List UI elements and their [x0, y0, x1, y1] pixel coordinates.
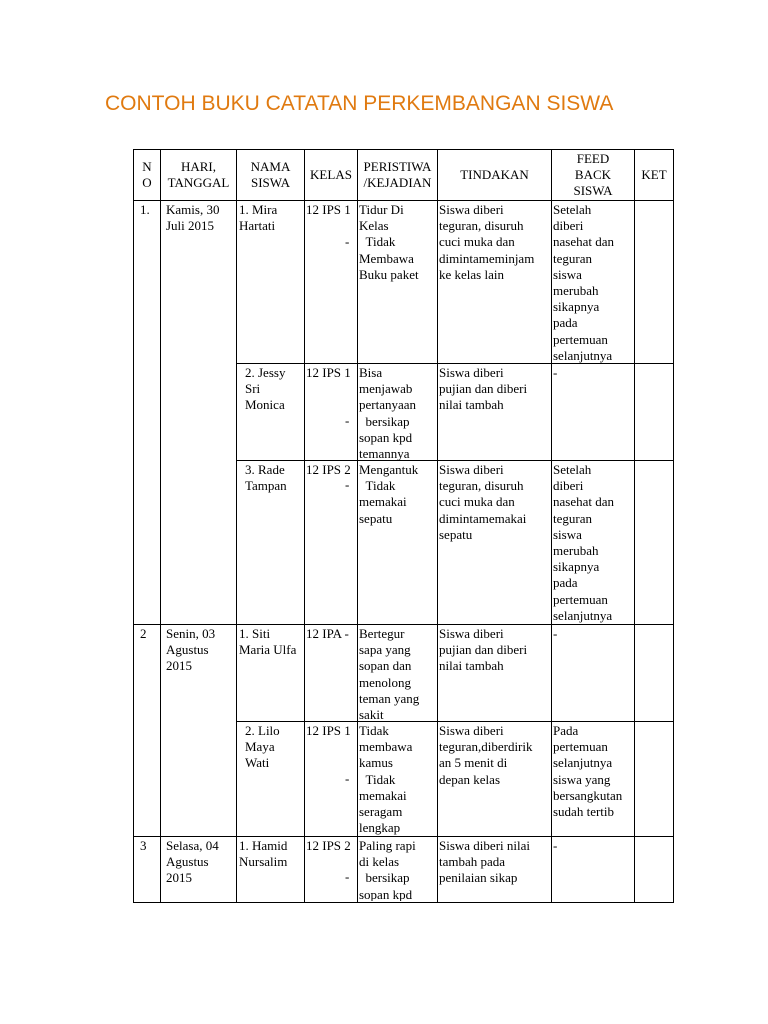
row-no: 3: [140, 838, 147, 853]
row-tindakan: Siswa diberi teguran, disuruh cuci muka dan dimintameminjam ke kelas lain: [439, 202, 535, 282]
row-feedback: -: [553, 365, 558, 380]
row-feedback: -: [553, 626, 558, 641]
row-feedback: Setelah diberi nasehat dan teguran siswa merubah sikapnya pada pertemuan selanjutnya: [553, 202, 615, 363]
row-nama: 2. Jessy Sri Monica: [245, 365, 286, 413]
row-kelas: 12 IPS 2: [306, 838, 351, 853]
row-peristiwa: Paling rapi di kelas bersikap sopan kpd: [359, 838, 416, 901]
row-nama: 2. Lilo Maya Wati: [245, 723, 280, 771]
row-feedback: Pada pertemuan selanjutnya siswa yang bersangkutan sudah tertib: [553, 723, 623, 820]
row-kelas: 12 IPS 2: [306, 462, 351, 477]
row-hari-tanggal: Kamis, 30 Juli 2015: [166, 202, 220, 234]
page-title: CONTOH BUKU CATATAN PERKEMBANGAN SISWA: [105, 92, 614, 115]
row-feedback: -: [553, 838, 558, 853]
row-hari-tanggal: Senin, 03 Agustus 2015: [166, 626, 216, 674]
header-feedback: FEED BACK SISWA: [573, 150, 613, 199]
row-kelas: 12 IPS 1: [306, 365, 351, 380]
row-peristiwa: Tidak membawa kamus Tidak memakai seragam lengkap: [359, 723, 413, 836]
header-no: N O: [142, 158, 152, 190]
row-kelas: 12 IPA -: [306, 626, 349, 641]
row-tindakan: Siswa diberi teguran, disuruh cuci muka dan dimintamemakai sepatu: [439, 462, 527, 542]
header-kelas: KELAS: [310, 166, 352, 182]
row-peristiwa: Tidur Di Kelas Tidak Membawa Buku paket: [359, 202, 419, 282]
row-tindakan: Siswa diberi teguran,diberdirik an 5 menit di depan kelas: [439, 723, 533, 787]
row-tindakan: Siswa diberi pujian dan diberi nilai tambah: [439, 365, 528, 413]
header-tindakan: TINDAKAN: [460, 166, 529, 182]
row-kelas: 12 IPS 1: [306, 202, 351, 217]
header-hari-tanggal: HARI, TANGGAL: [167, 158, 230, 190]
row-nama: 3. Rade Tampan: [245, 462, 287, 494]
row-nama: 1. Mira Hartati: [239, 202, 278, 234]
header-nama-siswa: NAMA SISWA: [250, 158, 291, 190]
row-peristiwa: Mengantuk Tidak memakai sepatu: [359, 462, 419, 526]
row-tindakan: Siswa diberi pujian dan diberi nilai tambah: [439, 626, 528, 674]
header-peristiwa: PERISTIWA /KEJADIAN: [363, 158, 432, 190]
header-ket: KET: [641, 166, 667, 182]
row-nama: 1. Siti Maria Ulfa: [239, 626, 297, 658]
row-no: 2: [140, 626, 147, 641]
row-kelas: 12 IPS 1: [306, 723, 351, 738]
row-nama: 1. Hamid Nursalim: [239, 838, 288, 870]
row-tindakan: Siswa diberi nilai tambah pada penilaian sikap: [439, 838, 530, 886]
row-feedback: Setelah diberi nasehat dan teguran siswa merubah sikapnya pada pertemuan selanjutnya: [553, 462, 615, 623]
row-no: 1.: [140, 202, 150, 217]
row-peristiwa: Bisa menjawab pertanyaan bersikap sopan kpd temannya: [359, 365, 417, 462]
row-hari-tanggal: Selasa, 04 Agustus 2015: [166, 838, 219, 886]
row-peristiwa: Bertegur sapa yang sopan dan menolong teman yang sakit: [359, 626, 420, 723]
